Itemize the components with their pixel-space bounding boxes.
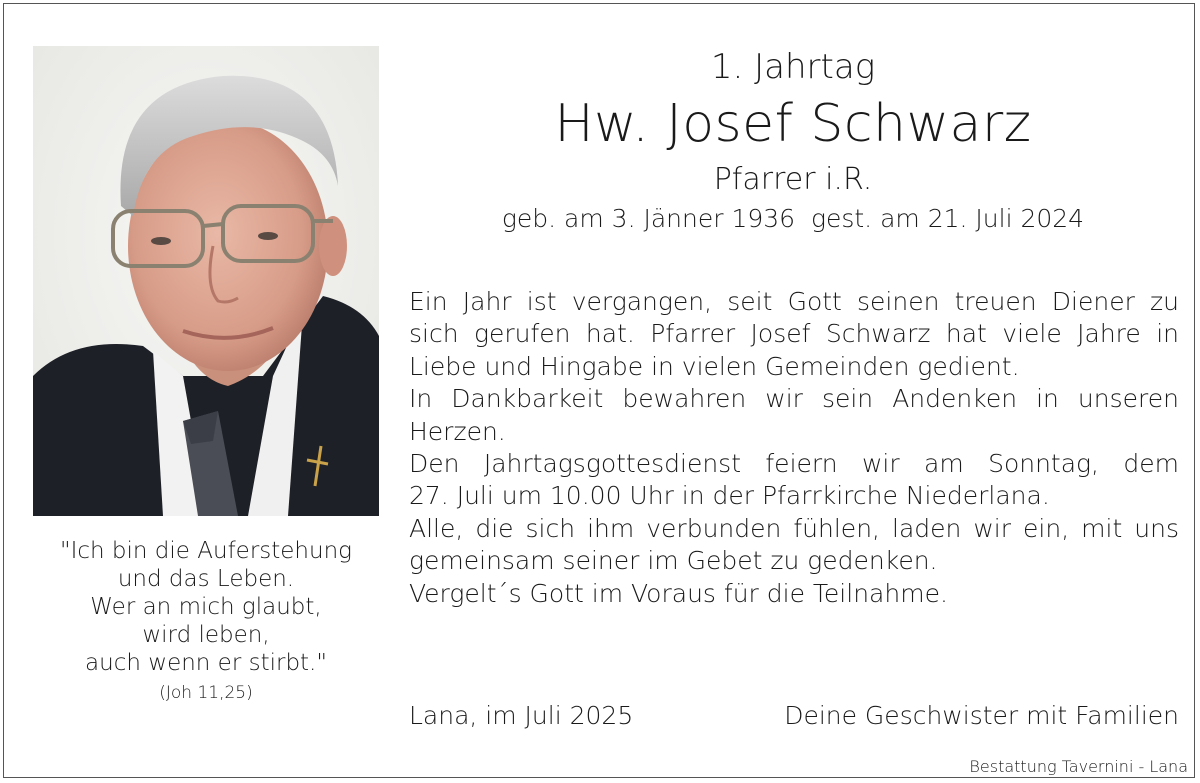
notice-body <box>409 286 1179 610</box>
portrait-photo <box>33 46 379 516</box>
body-line: Liebe und Hingabe in vielen Gemeinden gedient. <box>409 351 1020 381</box>
deceased-name: Hw. Josef Schwarz <box>554 94 1032 154</box>
quote-line: "Ich bin die Auferstehung <box>60 538 352 564</box>
notice-header <box>396 44 1190 236</box>
anniversary-heading: 1. Jahrtag <box>710 47 876 87</box>
body-line: sich gerufen hat. Pfarrer Josef Schwarz hat viele Jahre in <box>409 319 1179 349</box>
bible-quote <box>33 537 379 707</box>
body-line: gemeinsam seiner im Gebet zu gedenken. <box>409 546 938 576</box>
body-line: Den Jahrtagsgottesdienst feiern wir am Sonntag, dem <box>409 449 1179 479</box>
body-line: Alle, die sich ihm verbunden fühlen, laden wir ein, mit uns <box>409 513 1179 543</box>
body-line: Vergelt´s Gott im Voraus für die Teilnahme. <box>409 578 948 608</box>
body-line: Herzen. <box>409 416 506 446</box>
quote-line: wird leben, <box>142 622 270 648</box>
quote-line: Wer an mich glaubt, <box>90 594 322 620</box>
body-line: 27. Juli um 10.00 Uhr in der Pfarrkirche Niederlana. <box>409 481 1050 511</box>
deceased-title: Pfarrer i.R. <box>713 162 873 197</box>
body-line: In Dankbarkeit bewahren wir sein Andenken in unseren <box>409 384 1179 414</box>
body-line: Ein Jahr ist vergangen, seit Gott seinen treuen Diener zu <box>409 287 1179 316</box>
funeral-home-credit: Bestattung Tavernini - Lana <box>969 757 1188 776</box>
quote-line: und das Leben. <box>117 566 295 592</box>
place-date: Lana, im Juli 2025 <box>409 701 634 730</box>
life-dates: geb. am 3. Jänner 1936 gest. am 21. Juli 2024 <box>501 204 1085 233</box>
quote-reference: (Joh 11,25) <box>159 683 253 703</box>
signature: Deine Geschwister mit Familien <box>784 701 1179 730</box>
quote-line: auch wenn er stirbt." <box>85 650 327 676</box>
